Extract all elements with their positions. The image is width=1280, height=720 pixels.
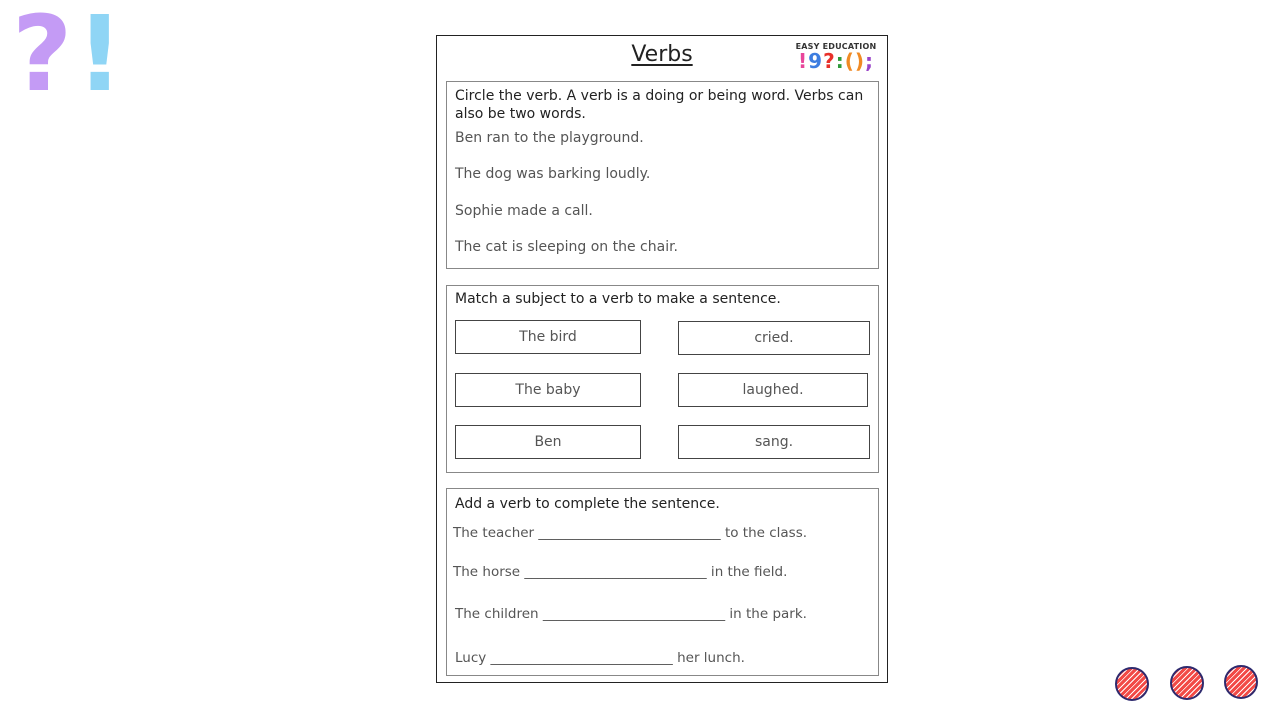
fill-in-sentence[interactable]: Lucy ___________________________ her lunch. (455, 650, 745, 666)
match-instruction: Match a subject to a verb to make a sentence. (455, 291, 781, 307)
fill-in-sentence[interactable]: The horse ___________________________ in the field. (453, 564, 788, 580)
verb-box[interactable]: cried. (678, 321, 870, 355)
easy-education-logo (795, 42, 877, 71)
logo-mark: ( (844, 49, 855, 73)
match-section (446, 285, 879, 473)
nav-button-1[interactable] (1115, 667, 1149, 701)
question-mark-decoration: ? (12, 0, 73, 115)
logo-punctuation-marks (795, 51, 877, 71)
nav-button-2[interactable] (1170, 666, 1204, 700)
logo-mark: : (835, 49, 845, 73)
exclamation-mark-decoration: ! (76, 0, 124, 115)
fill-in-sentence[interactable]: The teacher ___________________________ to the class. (453, 525, 808, 541)
verb-box[interactable]: laughed. (678, 373, 868, 407)
fill-in-sentence[interactable]: The children ___________________________ in the park. (455, 606, 807, 622)
verb-box[interactable]: sang. (678, 425, 870, 459)
subject-box[interactable]: The baby (455, 373, 641, 407)
logo-mark: ! (798, 49, 809, 73)
logo-text: EASY EDUCATION (795, 42, 877, 51)
logo-mark: ? (823, 49, 836, 73)
add-verb-section (446, 488, 879, 676)
verb-sentence[interactable]: Ben ran to the playground. (455, 130, 644, 146)
subject-box[interactable]: Ben (455, 425, 641, 459)
circle-verb-section (446, 81, 879, 269)
verb-sentence[interactable]: The dog was barking loudly. (455, 166, 651, 182)
verb-sentence[interactable]: Sophie made a call. (455, 203, 593, 219)
nav-button-3[interactable] (1224, 665, 1258, 699)
worksheet (436, 35, 888, 683)
circle-verb-instruction: Circle the verb. A verb is a doing or being word. Verbs can also be two words. (455, 88, 864, 122)
logo-mark: 9 (808, 49, 824, 73)
verb-sentence[interactable]: The cat is sleeping on the chair. (455, 239, 679, 255)
worksheet-title: Verbs (631, 42, 693, 67)
logo-mark: ; (864, 49, 874, 73)
logo-mark: ) (854, 49, 865, 73)
add-verb-instruction: Add a verb to complete the sentence. (455, 496, 720, 512)
subject-box[interactable]: The bird (455, 320, 641, 354)
